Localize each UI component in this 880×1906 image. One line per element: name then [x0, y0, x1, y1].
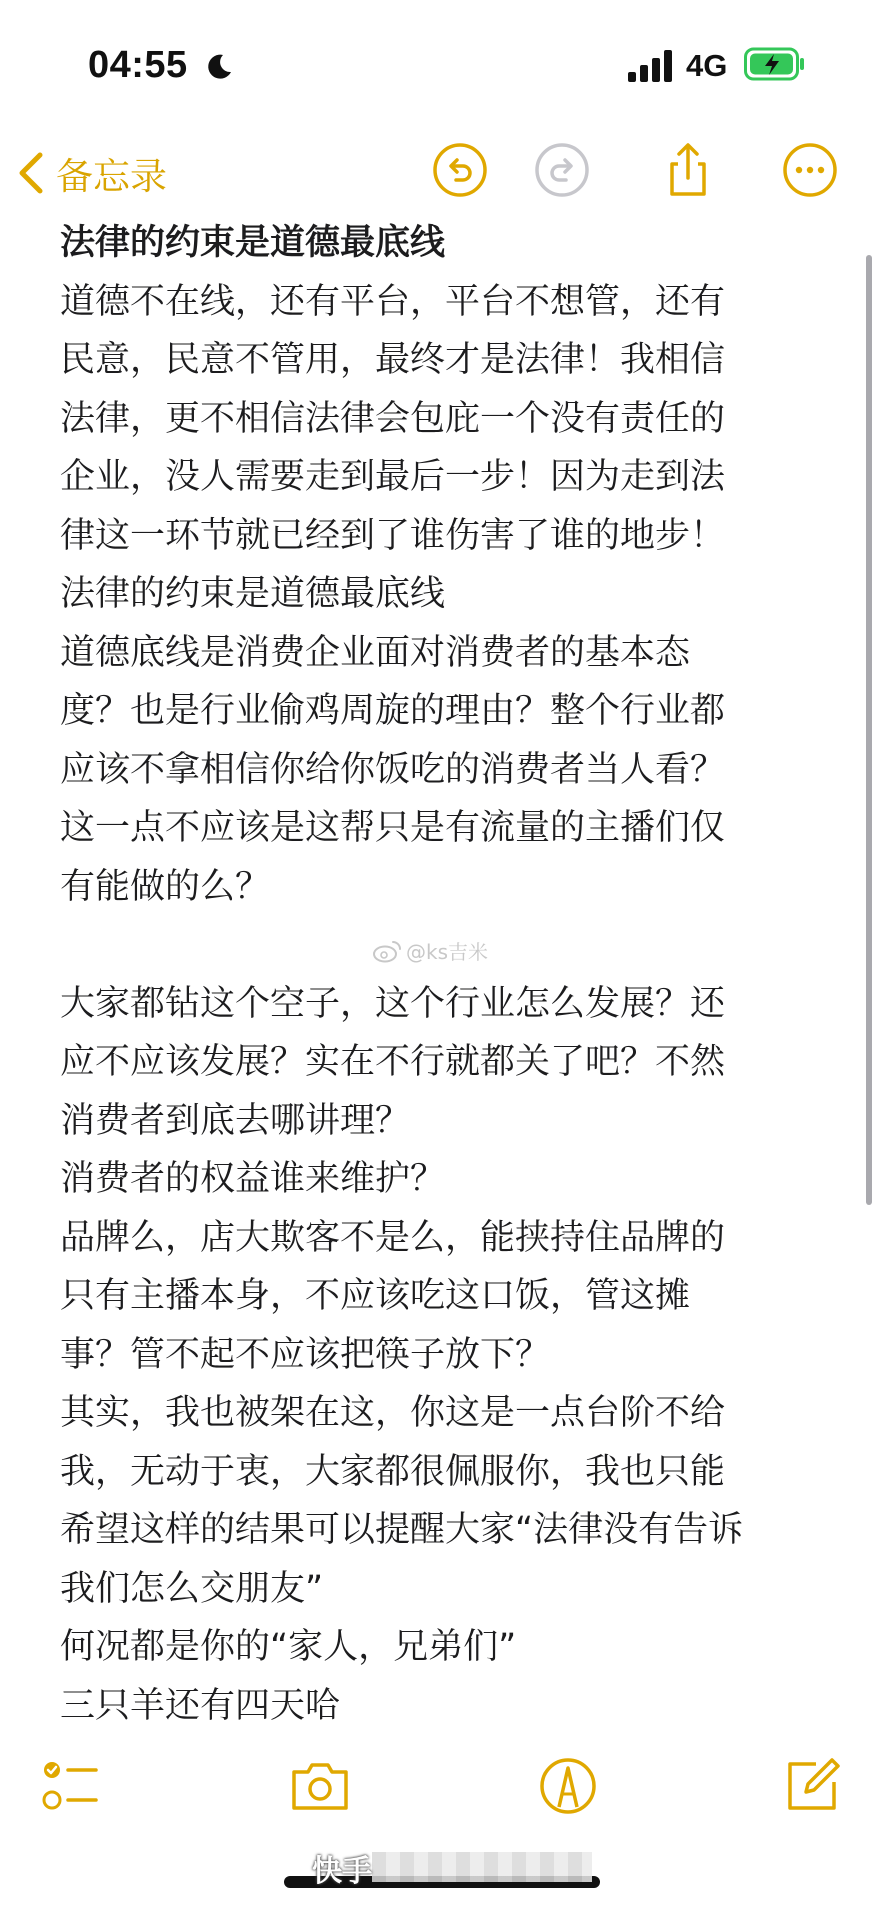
battery-charging-icon [744, 46, 806, 82]
note-line: 大家都钻这个空子，这个行业怎么发展？还 [60, 983, 726, 1024]
more-button[interactable] [780, 140, 840, 200]
note-line: 企业，没人需要走到最后一步！因为走到法 [60, 457, 726, 497]
note-line: 这一点不应该是这帮只是有流量的主播们仅 [60, 808, 726, 848]
nav-bar [0, 140, 880, 204]
note-title: 法律的约束是道德最底线 [60, 223, 446, 263]
note-body[interactable] [60, 214, 840, 1735]
checklist-icon [36, 1750, 108, 1822]
redo-button[interactable] [532, 140, 592, 200]
note-line: 应该不拿相信你给你饭吃的消费者当人看？ [60, 749, 726, 790]
note-line: 我们怎么交朋友” [60, 1568, 324, 1609]
app-watermark: 快手 [312, 1854, 372, 1889]
redo-icon [532, 140, 592, 200]
note-line: 法律的约束是道德最底线 [60, 574, 446, 614]
bottom-toolbar [0, 1750, 880, 1822]
back-label: 备忘录 [56, 155, 167, 198]
undo-button[interactable] [430, 140, 490, 200]
note-line: 其实，我也被架在这，你这是一点台阶不给 [60, 1393, 726, 1433]
watermark-text: @ks吉米 [406, 940, 489, 964]
compose-icon [776, 1750, 848, 1822]
note-line: 道德不在线，还有平台，平台不想管，还有 [60, 281, 726, 322]
undo-icon [430, 140, 490, 200]
camera-icon [284, 1750, 356, 1822]
back-button[interactable] [14, 146, 167, 200]
markup-icon [532, 1750, 604, 1822]
more-icon [780, 140, 840, 200]
weibo-icon [372, 939, 402, 963]
compose-button[interactable] [776, 1750, 848, 1822]
note-line: 民意，民意不管用，最终才是法律！我相信 [60, 340, 726, 380]
note-line: 应不应该发展？实在不行就都关了吧？不然 [60, 1042, 726, 1082]
note-line: 道德底线是消费企业面对消费者的基本态 [60, 632, 691, 673]
weibo-watermark [372, 936, 488, 965]
note-line: 有能做的么？ [60, 866, 271, 907]
status-bar [0, 40, 880, 90]
note-line: 律这一环节就已经到了谁伤害了谁的地步！ [60, 515, 726, 556]
note-line: 事？管不起不应该把筷子放下？ [60, 1334, 551, 1375]
note-line: 希望这样的结果可以提醒大家“法律没有告诉 [60, 1510, 744, 1550]
scrollbar[interactable] [866, 255, 872, 1205]
note-line: 品牌么，店大欺客不是么，能挟持住品牌的 [60, 1217, 726, 1258]
checklist-button[interactable] [36, 1750, 108, 1822]
note-line: 三只羊还有四天哈 [60, 1685, 341, 1726]
status-time: 04:55 [88, 44, 188, 86]
note-line: 消费者的权益谁来维护？ [60, 1159, 446, 1199]
note-line: 法律，更不相信法律会包庇一个没有责任的 [60, 398, 726, 439]
note-line: 何况都是你的“家人，兄弟们” [60, 1627, 517, 1667]
app-watermark-mosaic [372, 1852, 592, 1882]
note-line: 度？也是行业偷鸡周旋的理由？整个行业都 [60, 691, 726, 731]
chevron-left-icon [14, 149, 48, 197]
signal-icon [628, 50, 674, 82]
share-icon [658, 140, 718, 200]
camera-button[interactable] [284, 1750, 356, 1822]
share-button[interactable] [658, 140, 718, 200]
network-label: 4G [686, 48, 728, 83]
markup-button[interactable] [532, 1750, 604, 1822]
note-line: 我，无动于衷，大家都很佩服你，我也只能 [60, 1451, 726, 1492]
note-line: 只有主播本身，不应该吃这口饭，管这摊 [60, 1276, 691, 1316]
moon-icon [204, 52, 234, 82]
note-line: 消费者到底去哪讲理？ [60, 1100, 411, 1141]
